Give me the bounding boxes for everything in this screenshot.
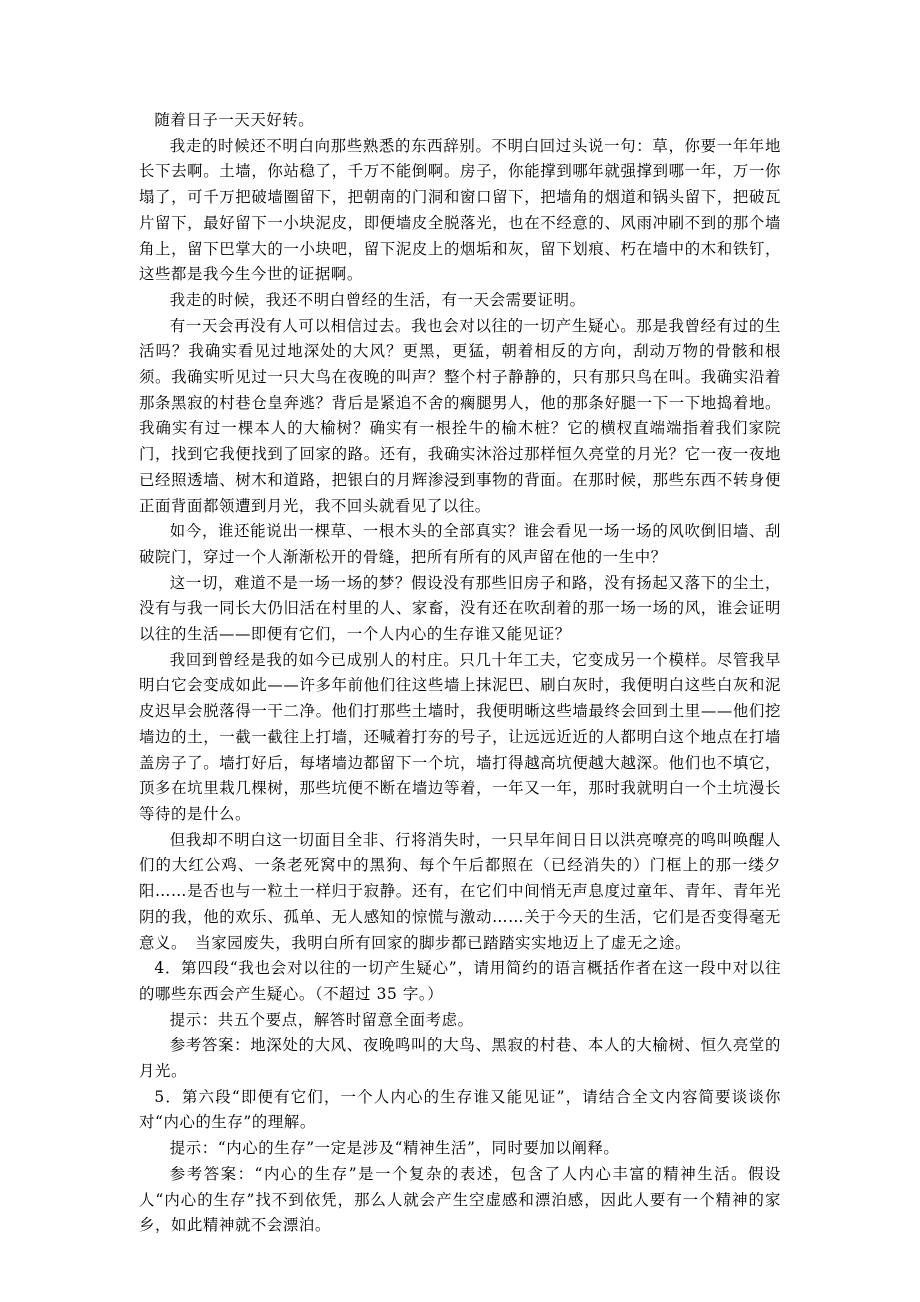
question-5-hint: 提示：“内心的生存”一定是涉及“精神生活”，同时要加以阐释。 (169, 1139, 620, 1158)
question-4: 4．第四段“我也会对以往的一切产生疑心”，请用简约的语言概括作者在这一段中对以往的哪些东西会产生疑心。（不超过 35 字。） (139, 959, 781, 1003)
paragraph: 但我却不明白这一切面目全非、行将消失时，一只早年间日日以洪亮嘹亮的鸣叫唤醒人们的大红公鸡、一条老死窝中的黑狗、每个午后都照在（已经消失的）门框上的那一缕夕阳……是否也与一粒土一样归于寂静。还有，在它们中间悄无声息度过童年、青年、青年光阴的我，他的欢乐、孤单、无人感知的惊慌与激动……关于今天的生活，它们是否变得毫无意义。 当家园废失，我明白所有回家的脚步都已踏踏实实地迈上了虚无之途。 (139, 830, 781, 952)
paragraph: 这一切，难道不是一场一场的梦？假设没有那些旧房子和路，没有扬起又落下的尘土，没有与我一同长大仍旧活在村里的人、家畜，没有还在吹刮着的那一场一场的风，谁会证明以往的生活——即便有它们，一个人内心的生存谁又能见证？ (139, 573, 781, 644)
paragraph: 我走的时候还不明白向那些熟悉的东西辞别。不明白回过头说一句：草，你要一年年地长下去啊。土墙，你站稳了，千万不能倒啊。房子，你能撑到哪年就强撑到哪一年，万一你塌了，可千万把破墙圈留下，把朝南的门洞和窗口留下，把墙角的烟道和锅头留下，把破瓦片留下，最好留下一小块泥皮，即便墙皮全脱落光，也在不经意的、风雨冲刷不到的那个墙角上，留下巴掌大的一小块吧，留下泥皮上的烟垢和灰，留下划痕、朽在墙中的木和铁钉，这些都是我今生今世的证据啊。 (139, 136, 781, 284)
paragraph: 我走的时候，我还不明白曾经的生活，有一天会需要证明。 (169, 290, 586, 309)
paragraph: 如今，谁还能说出一棵草、一根木头的全部真实？谁会看见一场一场的风吹倒旧墙、刮破院门，穿过一个人渐渐松开的骨缝，把所有所有的风声留在他的一生中？ (139, 522, 781, 566)
paragraph: 有一天会再没有人可以相信过去。我也会对以往的一切产生疑心。那是我曾经有过的生活吗？我确实看见过地深处的大风？更黑，更猛，朝着相反的方向，刮动万物的骨骸和根须。我确实听见过一只大鸟在夜晚的叫声？整个村子静静的，只有那只鸟在叫。我确实沿着那条黑寂的村巷仓皇奔逃？背后是紧追不舍的瘸腿男人，他的那条好腿一下一下地捣着地。我确实有过一棵本人的大榆树？确实有一根拴牛的榆木桩？它的横杈直端端指着我们家院门，找到它我便找到了回家的路。还有，我确实沐浴过那样恒久亮堂的月光？它一夜一夜地已经照透墙、树木和道路，把银白的月辉渗浸到事物的背面。在那时候，那些东西不转身便正面背面都领遭到月光，我不回头就看见了以往。 (139, 316, 781, 515)
paragraph: 随着日子一天天好转。 (154, 111, 315, 129)
question-5: 5．第六段“即便有它们，一个人内心的生存谁又能见证”，请结合全文内容简要谈谈你对“内心的生存”的理解。 (139, 1087, 781, 1132)
question-4-hint: 提示：共五个要点，解答时留意全面考虑。 (169, 1010, 474, 1029)
question-5-answer: 参考答案：“内心的生存”是一个复杂的表述，包含了人内心丰富的精神生活。假设人“内心的生存”找不到依凭，那么人就会产生空虚感和漂泊感，因此人要有一个精神的家乡，如此精神就不会漂泊。 (139, 1164, 781, 1235)
document-page (139, 108, 781, 1239)
paragraph: 我回到曾经是我的如今已成别人的村庄。只几十年工夫，它变成另一个模样。尽管我早明白它会变成如此——许多年前他们往这些墙上抹泥巴、刷白灰时，我便明白这些白灰和泥皮迟早会脱落得一干二净。他们打那些土墙时，我便明晰这些墙最终会回到土里——他们挖墙边的土，一截一截往上打墙，还喊着打夯的号子，让远远近近的人都明白这个地点在打墙盖房子了。墙打好后，每堵墙边都留下一个坑，墙打得越高坑便越大越深。他们也不填它，顶多在坑里栽几棵树，那些坑便不断在墙边等着，一年又一年，那时我就明白一个土坑漫长等待的是什么。 (139, 650, 781, 823)
question-4-answer: 参考答案：地深处的大风、夜晚鸣叫的大鸟、黑寂的村巷、本人的大榆树、恒久亮堂的月光。 (139, 1036, 781, 1081)
